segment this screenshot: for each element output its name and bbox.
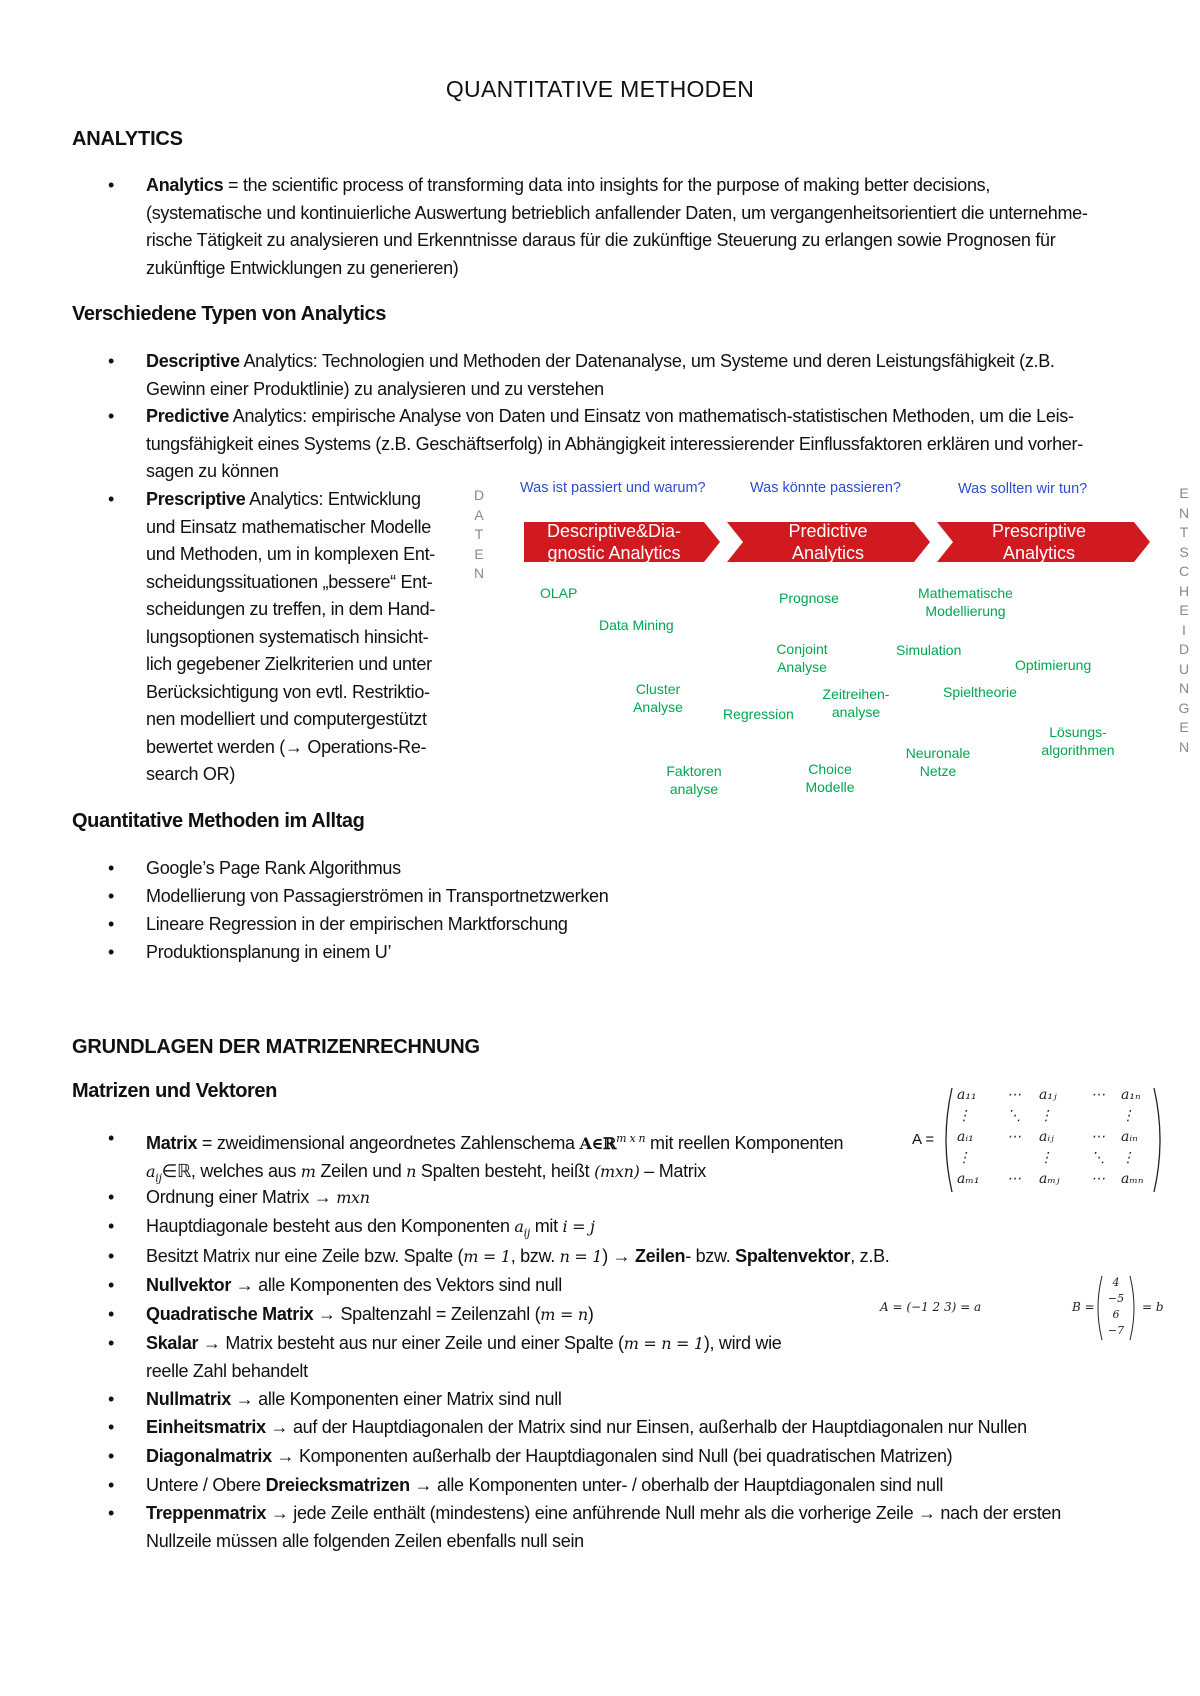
text: Analyse	[777, 659, 827, 675]
text: Netze	[919, 763, 957, 779]
text: lich gegebener Zielkriterien und unter	[146, 654, 432, 674]
text: Modellierung	[925, 603, 1006, 619]
text: • Modellierung von Passagierströmen in Transportnetzwerken	[146, 886, 609, 906]
text: Ordnung einer Matrix →	[146, 1187, 337, 1207]
label-mathematische-modellierung	[908, 584, 1023, 620]
cell: aₘₙ	[1121, 1170, 1144, 1187]
label-choice-modelle	[790, 760, 870, 796]
cell: ⋯	[1091, 1086, 1105, 1103]
label-faktoren-analyse	[654, 762, 734, 798]
text: zukünftige Entwicklungen zu generieren)	[146, 257, 459, 278]
letter: N	[473, 565, 485, 581]
section-heading-types: Verschiedene Typen von Analytics	[72, 303, 386, 325]
cell: ⋯	[1007, 1128, 1021, 1145]
math: n	[406, 1161, 417, 1181]
arrow-descriptive-label	[524, 520, 704, 564]
text: Mathematische	[918, 585, 1013, 601]
cell: aᵢⱼ	[1039, 1128, 1054, 1145]
list-item-nullmatrix	[108, 1386, 562, 1414]
text: (systematische und kontinuierliche Auswertung betrieblich anfallender Daten, um vergangenheitsorientiert die unternehme-	[146, 202, 1088, 223]
text: Conjoint	[776, 641, 828, 657]
letter: T	[474, 526, 484, 542]
label-regression: Regression	[723, 706, 794, 722]
text: Analytics: empirische Analyse von Daten und Einsatz von mathematisch-statistischen Methoden, um die Leis-	[229, 406, 1074, 426]
math: a	[514, 1217, 524, 1236]
list-item	[108, 855, 401, 883]
section-heading-analytics: ANALYTICS	[72, 128, 183, 150]
analytics-diagram	[468, 480, 1200, 805]
letter: A	[474, 506, 484, 523]
term: Quadratische Matrix	[146, 1304, 314, 1324]
text: ), wird wie	[703, 1333, 782, 1353]
list-item-skalar	[108, 1330, 868, 1385]
text: → Matrix besteht aus nur einer Zeile und einer Spalte (	[198, 1333, 624, 1353]
letter: T	[1179, 524, 1189, 540]
term: Diagonalmatrix	[146, 1446, 272, 1466]
list-item-hauptdiagonale	[108, 1213, 595, 1247]
math: m = n = 1	[623, 1334, 704, 1353]
text: - bzw.	[685, 1246, 736, 1266]
cell: aᵢ₁	[957, 1128, 974, 1145]
list-item-treppenmatrix	[108, 1500, 1148, 1555]
text: lungsoptionen systematisch hinsicht-	[146, 626, 429, 647]
term: Matrix	[146, 1133, 198, 1153]
math: a	[146, 1161, 156, 1181]
col-suffix: = b	[1142, 1300, 1164, 1314]
list-item-predictive	[108, 403, 1138, 486]
term: Dreiecksmatrizen	[265, 1475, 410, 1495]
letter: S	[1179, 543, 1189, 560]
text: Hauptdiagonale besteht aus den Komponenten	[146, 1216, 515, 1236]
letter: N	[1178, 680, 1190, 696]
text: Choice	[808, 761, 852, 777]
cell: aₘⱼ	[1039, 1170, 1060, 1187]
math: A∈ℝ	[579, 1134, 617, 1153]
cell: 4	[1112, 1276, 1120, 1289]
text: gnostic Analytics	[547, 543, 681, 563]
text: reelle Zahl behandelt	[146, 1360, 308, 1381]
text: • Lineare Regression in der empirischen Marktforschung	[146, 914, 568, 934]
letter: E	[1179, 719, 1189, 735]
term: Treppenmatrix	[146, 1503, 267, 1523]
text: → alle Komponenten des Vektors sind null	[231, 1275, 562, 1295]
text: Analytics: Entwicklung	[245, 489, 421, 509]
list-item-ordnung	[108, 1184, 370, 1212]
cell: ⋯	[1007, 1086, 1021, 1103]
list-item-analytics	[108, 172, 1138, 282]
math: n = 1	[559, 1247, 603, 1266]
question-predictive: Was könnte passieren?	[750, 480, 901, 496]
column-vector-example	[1072, 1274, 1182, 1342]
text: Predictive	[788, 521, 868, 541]
cell: a₁ₙ	[1121, 1086, 1141, 1103]
section-heading-alltag: Quantitative Methoden im Alltag	[72, 810, 365, 832]
text: • Google’s Page Rank Algorithmus	[146, 858, 401, 878]
math: m x n	[616, 1132, 646, 1145]
text: Nullzeile müssen alle folgenden Zeilen ebenfalls null sein	[146, 1530, 584, 1551]
cell: −7	[1107, 1324, 1125, 1337]
cell: aᵢₙ	[1121, 1128, 1138, 1145]
text: tungsfähigkeit eines Systems (z.B. Geschäftserfolg) in Abhängigkeit interessierender Einflussfaktoren erklären und vorher-	[146, 433, 1083, 454]
matrix-label: A =	[912, 1131, 935, 1148]
cell: ⋯	[1091, 1170, 1105, 1187]
term: Nullvektor	[146, 1275, 232, 1295]
text: und Methoden, um in komplexen Ent-	[146, 544, 435, 564]
text: search OR)	[146, 764, 236, 784]
cell: ⋮	[1121, 1149, 1135, 1166]
cell: ⋯	[1007, 1170, 1021, 1187]
text: → alle Komponenten unter- / oberhalb der Hauptdiagonalen sind null	[409, 1475, 944, 1495]
text: Modelle	[805, 779, 855, 795]
math: m = n	[540, 1305, 588, 1324]
term: Descriptive	[146, 351, 240, 371]
text: → Spaltenzahl = Zeilenzahl (	[313, 1304, 541, 1324]
text: Analytics	[791, 543, 865, 563]
letter: D	[473, 487, 485, 503]
math: m	[300, 1161, 316, 1181]
text: Berücksichtigung von evtl. Restriktio-	[146, 681, 430, 702]
matrix-figure	[912, 1084, 1172, 1196]
label-optimierung: Optimierung	[1015, 657, 1092, 673]
letter: D	[1178, 641, 1190, 657]
cell: a₁ⱼ	[1039, 1086, 1057, 1103]
text: analyse	[669, 781, 719, 797]
math: i = j	[562, 1217, 595, 1236]
list-item-prescriptive	[108, 486, 438, 789]
letter: E	[474, 545, 484, 562]
matrix-grid	[956, 1084, 1162, 1189]
letter: E	[1179, 485, 1189, 501]
math: m = 1	[463, 1247, 511, 1266]
text: algorithmen	[1041, 742, 1115, 758]
text: Analytics: Technologien und Methoden der Datenanalyse, um Systeme und deren Leistungsfähigkeit (z.B.	[239, 351, 1055, 371]
cell: 6	[1112, 1308, 1120, 1321]
list-item-diagonalmatrix	[108, 1443, 952, 1471]
letter: E	[1179, 602, 1189, 618]
text: nen modelliert und computergestützt	[146, 709, 427, 729]
text: analyse	[831, 704, 881, 720]
letter: H	[1178, 582, 1190, 599]
label-neuronale-netze	[898, 744, 978, 780]
list-item-besitzt	[108, 1243, 889, 1271]
math: ij	[155, 1171, 162, 1185]
cell: ⋱	[1091, 1149, 1105, 1166]
text: rische Tätigkeit zu analysieren und Erkenntnisse daraus für die zukünftige Steuerung zu erlangen sowie Prognosen für	[146, 230, 1056, 250]
math: (mxn)	[594, 1161, 640, 1181]
text: bewertet werden (→ Operations-Re-	[146, 736, 427, 757]
entscheidungen-vertical-label	[1176, 484, 1192, 757]
text: , z.B.	[850, 1246, 890, 1266]
list-item-quadratisch	[108, 1301, 594, 1329]
text: , bzw.	[510, 1246, 560, 1266]
text: sagen zu können	[146, 461, 279, 481]
label-spieltheorie: Spieltheorie	[943, 684, 1017, 700]
letter: U	[1178, 660, 1190, 677]
text: und Einsatz mathematischer Modelle	[146, 516, 431, 537]
text: Besitzt Matrix nur eine Zeile bzw. Spalte (	[146, 1246, 464, 1266]
text: Untere / Obere	[146, 1475, 266, 1495]
text: = zweidimensional angeordnetes Zahlenschema	[197, 1133, 580, 1153]
letter: N	[1178, 738, 1190, 755]
text: Analyse	[633, 699, 683, 715]
text: )	[587, 1304, 594, 1324]
list-item-dreiecksmatrizen	[108, 1472, 943, 1500]
cell: ⋮	[1121, 1107, 1135, 1124]
term: Nullmatrix	[146, 1389, 232, 1409]
text: Gewinn einer Produktlinie) zu analysieren und zu verstehen	[146, 378, 604, 399]
section-heading-matrizen: Matrizen und Vektoren	[72, 1080, 277, 1102]
cell	[1006, 1147, 1038, 1168]
question-descriptive: Was ist passiert und warum?	[520, 480, 706, 496]
list-item-nullvektor	[108, 1272, 562, 1300]
cell: ⋮	[957, 1149, 971, 1166]
arrow-prescriptive-label	[949, 520, 1129, 564]
text: Cluster	[635, 681, 681, 697]
cell: ⋯	[1091, 1128, 1105, 1145]
text: Descriptive&Dia-	[546, 521, 682, 541]
cell: ⋮	[1039, 1107, 1053, 1124]
text: Spalten besteht, heißt	[416, 1160, 595, 1181]
letter: N	[1178, 504, 1190, 521]
col-label: B =	[1072, 1300, 1095, 1314]
label-cluster-analyse	[618, 680, 698, 716]
text: Faktoren	[666, 763, 722, 779]
text: → alle Komponenten einer Matrix sind null	[231, 1389, 562, 1409]
letter: G	[1178, 699, 1190, 716]
math: ij	[523, 1226, 530, 1240]
term: Zeilen	[634, 1246, 686, 1266]
bracket-right	[1130, 1276, 1134, 1340]
cell: ⋮	[1039, 1149, 1053, 1166]
term: Predictive	[146, 406, 230, 426]
list-item-matrix	[108, 1125, 908, 1192]
cell: a₁₁	[957, 1086, 977, 1103]
page-title: QUANTITATIVE METHODEN	[445, 76, 755, 102]
text: • Produktionsplanung in einem U’	[146, 942, 392, 962]
list-item	[108, 939, 391, 967]
daten-vertical-label	[471, 486, 487, 584]
column-values	[1102, 1275, 1130, 1339]
row-vector-example: A = (−1 2 3) = a	[880, 1300, 982, 1314]
text: scheidungen zu treffen, in dem Hand-	[146, 599, 436, 619]
label-simulation: Simulation	[896, 642, 962, 658]
text: → auf der Hauptdiagonalen der Matrix sind nur Einsen, außerhalb der Hauptdiagonalen nur Nullen	[265, 1417, 1027, 1437]
label-data-mining: Data Mining	[599, 617, 674, 633]
text: mit	[530, 1216, 563, 1236]
text: scheidungssituationen „bessere“ Ent-	[146, 571, 433, 592]
term: Prescriptive	[146, 489, 246, 509]
text: → jede Zeile enthält (mindestens) eine anführende Null mehr als die vorherige Zeile → nach der ersten	[266, 1503, 1061, 1523]
text: → Komponenten außerhalb der Hauptdiagonalen sind Null (bei quadratischen Matrizen)	[271, 1446, 953, 1466]
cell: aₘ₁	[957, 1170, 980, 1187]
text: Lösungs-	[1049, 724, 1107, 740]
text: = the scientific process of transforming data into insights for the purpose of making better decisions,	[223, 175, 991, 195]
text: Neuronale	[905, 745, 971, 761]
list-item	[108, 883, 608, 911]
text: – Matrix	[639, 1160, 706, 1181]
label-prognose: Prognose	[779, 590, 839, 606]
bracket-left	[946, 1088, 952, 1192]
cell: −5	[1107, 1292, 1125, 1305]
cell: ⋱	[1007, 1107, 1021, 1124]
text: ∈ℝ, welches aus	[161, 1160, 301, 1181]
text: Analytics	[1002, 543, 1076, 563]
term: Spaltenvektor	[735, 1246, 851, 1266]
text: mit reellen Komponenten	[645, 1133, 844, 1153]
question-prescriptive: Was sollten wir tun?	[958, 481, 1088, 497]
section-heading-grundlagen: GRUNDLAGEN DER MATRIZENRECHNUNG	[72, 1036, 480, 1058]
list-item-descriptive	[108, 348, 1138, 403]
arrow-predictive-label	[738, 520, 918, 564]
label-loesungsalgorithmen	[1028, 723, 1128, 759]
cell	[1090, 1105, 1120, 1126]
text: Zeilen und	[315, 1160, 407, 1181]
list-item	[108, 911, 568, 939]
term: Einheitsmatrix	[146, 1417, 266, 1437]
cell: ⋮	[957, 1107, 971, 1124]
label-zeitreihen-analyse	[811, 685, 901, 721]
label-olap: OLAP	[540, 585, 578, 601]
term: Skalar	[146, 1333, 199, 1353]
text: Zeitreihen-	[822, 686, 890, 702]
letter: C	[1178, 563, 1190, 579]
term: Analytics	[146, 175, 224, 195]
letter: I	[1182, 621, 1186, 638]
label-conjoint-analyse	[762, 640, 842, 676]
text: Prescriptive	[991, 521, 1087, 541]
math: mxn	[336, 1188, 370, 1207]
text: ) →	[602, 1246, 635, 1266]
list-item-einheitsmatrix	[108, 1414, 1027, 1442]
